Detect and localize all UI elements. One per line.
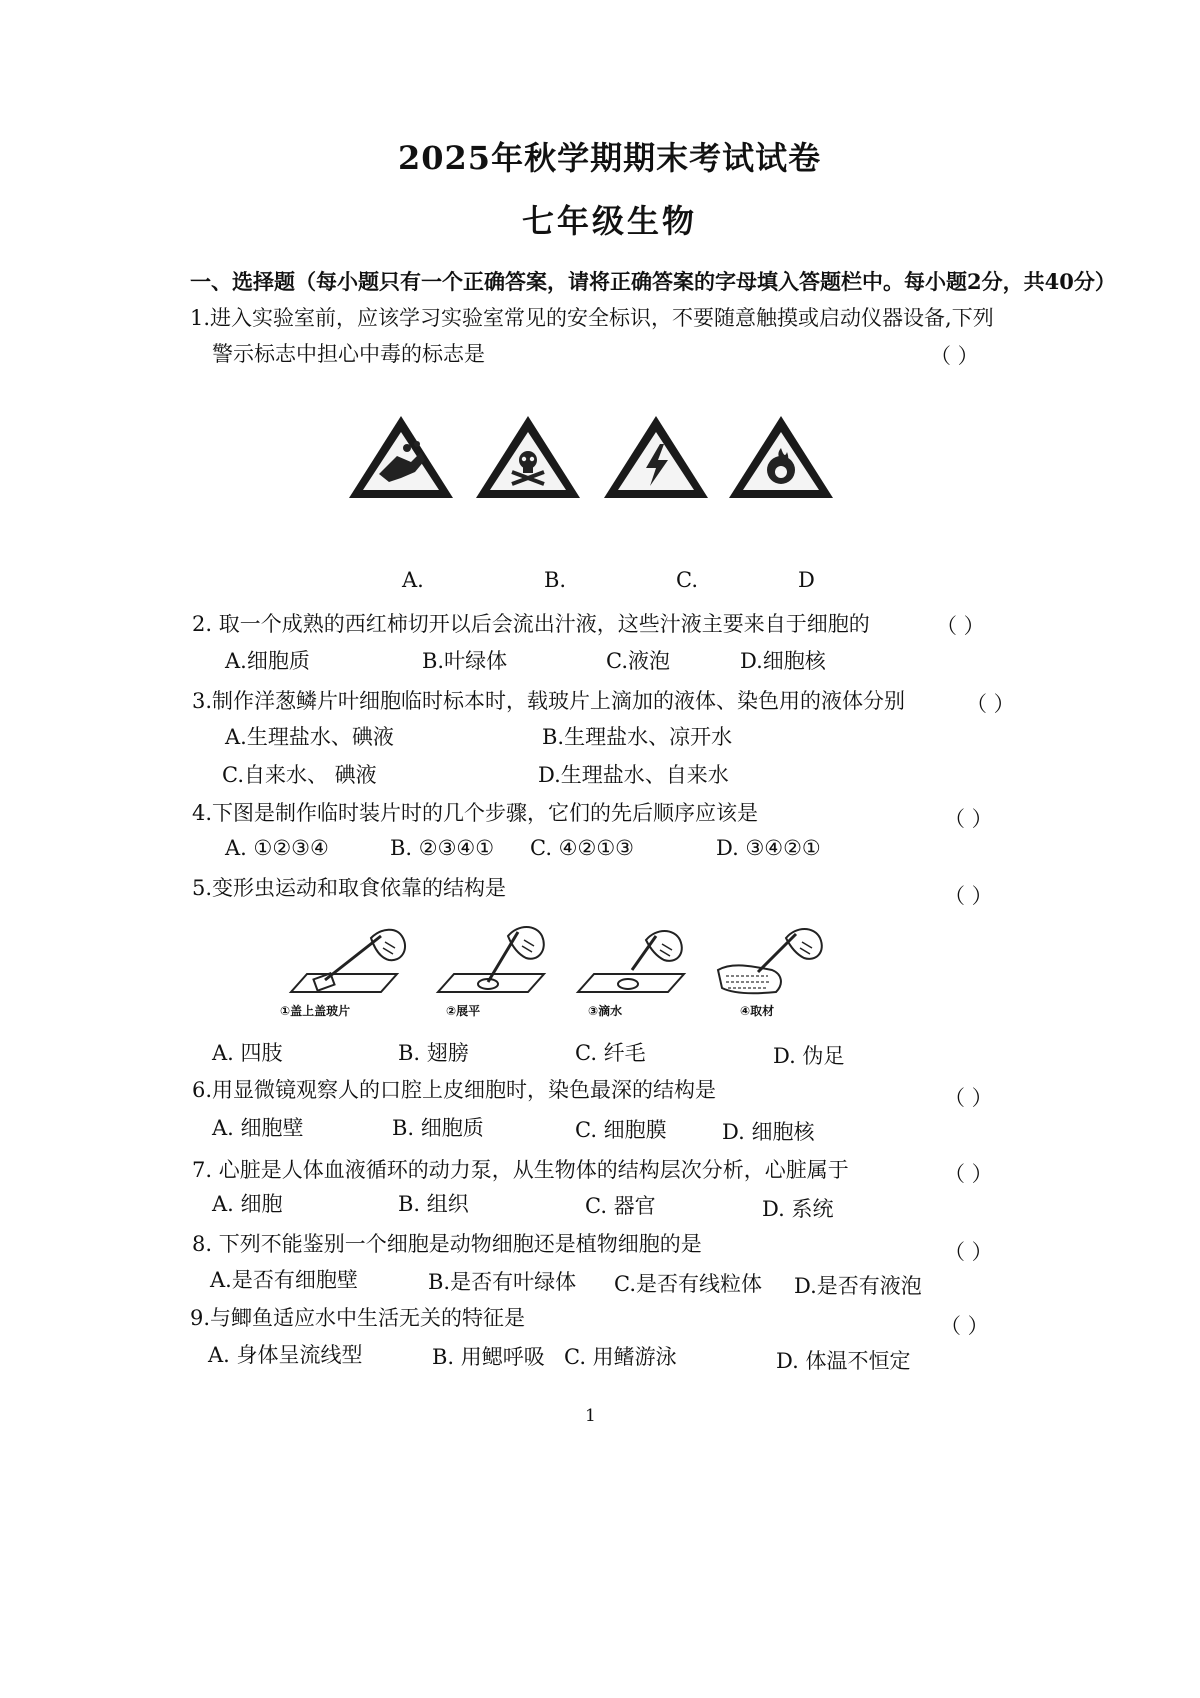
option-b: B.叶绿体 xyxy=(422,649,508,673)
section-heading: 一、选择题（每小题只有一个正确答案，请将正确答案的字母填入答题栏中。每小题2分，共40分） xyxy=(190,269,1116,294)
option-d: D. 系统 xyxy=(762,1197,834,1221)
option-a: A. ①②③④ xyxy=(225,836,329,860)
answer-bracket: （ ） xyxy=(944,884,993,908)
answer-bracket: （ ） xyxy=(930,344,979,368)
option-d: D. ③④②① xyxy=(716,836,821,860)
step-spread-illustration xyxy=(432,918,562,1000)
step-cover-slip-illustration xyxy=(285,918,415,1000)
exam-title: 2025年秋学期期末考试试卷 xyxy=(398,139,822,177)
question-7-stem: 7. 心脏是人体血液循环的动力泵，从生物体的结构层次分析，心脏属于 xyxy=(192,1158,849,1182)
option-b: B.生理盐水、凉开水 xyxy=(542,725,733,749)
option-a: A. 四肢 xyxy=(212,1041,283,1065)
step-drop-water-illustration xyxy=(572,918,702,1000)
option-b: B. 细胞质 xyxy=(392,1116,484,1140)
option-b: B. 翅膀 xyxy=(398,1041,469,1065)
page-number: 1 xyxy=(585,1406,596,1426)
option-b: B. ②③④① xyxy=(390,836,495,860)
exam-subtitle: 七年级生物 xyxy=(522,202,698,240)
option-d: D.细胞核 xyxy=(740,649,826,673)
option-d: D.生理盐水、自来水 xyxy=(538,763,729,787)
question-3-stem: 3.制作洋葱鳞片叶细胞临时标本时，载玻片上滴加的液体、染色用的液体分别 xyxy=(192,689,906,713)
question-8-stem: 8. 下列不能鉴别一个细胞是动物细胞还是植物细胞的是 xyxy=(192,1232,702,1256)
option-a: A. 细胞壁 xyxy=(212,1116,304,1140)
question-4-stem: 4.下图是制作临时装片时的几个步骤，它们的先后顺序应该是 xyxy=(192,801,759,825)
option-c-label: C. xyxy=(676,568,698,592)
option-c: C. ④②①③ xyxy=(530,836,634,860)
figure-caption-2: ②展平 xyxy=(446,1004,481,1018)
answer-bracket: （ ） xyxy=(944,807,993,831)
option-b: B.是否有叶绿体 xyxy=(428,1270,577,1294)
option-b: B. 用鳃呼吸 xyxy=(432,1345,545,1369)
option-b: B. 组织 xyxy=(398,1192,469,1216)
answer-bracket: （ ） xyxy=(940,1314,989,1338)
step-take-sample-illustration xyxy=(712,918,842,1000)
option-c: C. 器官 xyxy=(585,1194,656,1218)
option-d: D.是否有液泡 xyxy=(794,1274,922,1298)
option-d-label: D xyxy=(798,568,815,592)
toxic-sign-icon xyxy=(472,412,584,502)
option-d: D. 伪足 xyxy=(773,1044,845,1068)
option-c: C.自来水、 碘液 xyxy=(222,763,377,787)
answer-bracket: （ ） xyxy=(966,692,1015,716)
flammable-sign-icon xyxy=(725,412,837,502)
electric-sign-icon xyxy=(600,412,712,502)
option-d: D. 细胞核 xyxy=(722,1120,815,1144)
option-d: D. 体温不恒定 xyxy=(776,1349,911,1373)
question-2-stem: 2. 取一个成熟的西红柿切开以后会流出汁液，这些汁液主要来自于细胞的 xyxy=(192,612,870,636)
option-c: C.是否有线粒体 xyxy=(614,1272,762,1296)
option-c: C. 纤毛 xyxy=(575,1041,646,1065)
question-9-stem: 9.与鲫鱼适应水中生活无关的特征是 xyxy=(190,1306,526,1330)
question-5-stem: 5.变形虫运动和取食依靠的结构是 xyxy=(192,876,507,900)
figure-caption-1: ①盖上盖玻片 xyxy=(280,1004,351,1018)
option-a: A.细胞质 xyxy=(225,649,310,673)
figure-caption-4: ④取材 xyxy=(740,1004,775,1018)
option-a: A.生理盐水、碘液 xyxy=(225,725,394,749)
option-a: A.是否有细胞壁 xyxy=(210,1268,358,1292)
figure-caption-3: ③滴水 xyxy=(588,1004,623,1018)
answer-bracket: （ ） xyxy=(944,1086,993,1110)
option-c: C. 用鳍游泳 xyxy=(564,1345,677,1369)
option-b-label: B. xyxy=(544,568,567,592)
question-1-stem-line1: 1.进入实验室前，应该学习实验室常见的安全标识，不要随意触摸或启动仪器设备,下列 xyxy=(190,306,994,330)
option-c: C. 细胞膜 xyxy=(575,1118,667,1142)
option-a: A. 身体呈流线型 xyxy=(208,1343,363,1367)
question-1-stem-line2: 警示标志中担心中毒的标志是 xyxy=(212,342,485,366)
question-6-stem: 6.用显微镜观察人的口腔上皮细胞时，染色最深的结构是 xyxy=(192,1078,717,1102)
option-a-label: A. xyxy=(402,568,424,592)
option-a: A. 细胞 xyxy=(212,1192,283,1216)
answer-bracket: （ ） xyxy=(944,1162,993,1186)
corrosive-sign-icon xyxy=(345,412,457,502)
answer-bracket: （ ） xyxy=(944,1240,993,1264)
answer-bracket: （ ） xyxy=(936,614,985,638)
option-c: C.液泡 xyxy=(606,649,670,673)
